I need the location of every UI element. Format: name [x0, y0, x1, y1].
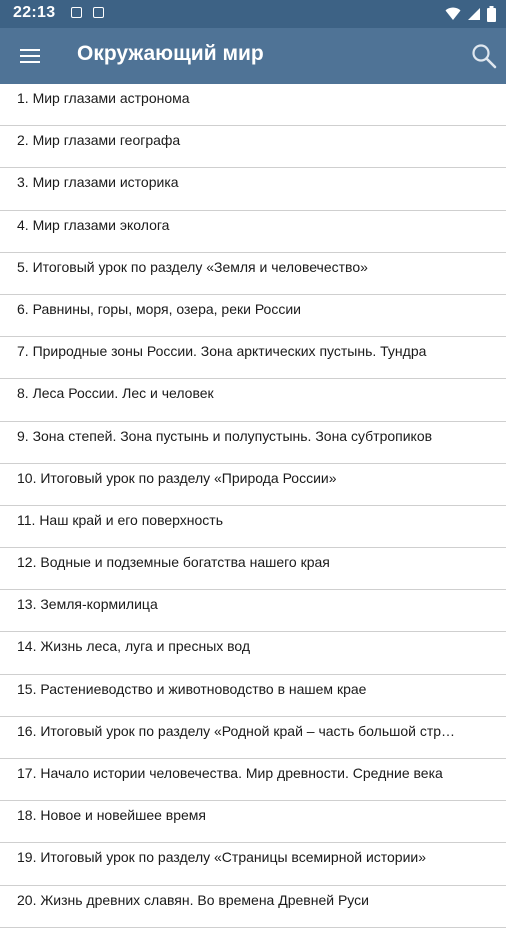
lesson-title: 5. Итоговый урок по разделу «Земля и человечество»: [17, 258, 368, 275]
lesson-title: 11. Наш край и его поверхность: [17, 511, 223, 528]
lesson-title: 3. Мир глазами историка: [17, 174, 179, 191]
list-item[interactable]: [0, 590, 506, 632]
lesson-title: 2. Мир глазами географа: [17, 132, 181, 149]
list-item[interactable]: [0, 506, 506, 548]
status-bar: [0, 0, 506, 28]
lesson-title: 1. Мир глазами астронома: [17, 90, 190, 106]
lesson-title: 4. Мир глазами эколога: [17, 216, 170, 233]
list-item[interactable]: [0, 886, 506, 928]
lesson-title: 19. Итоговый урок по разделу «Страницы всемирной истории»: [17, 849, 427, 866]
news-icon: [93, 7, 104, 18]
lesson-title: 13. Земля-кормилица: [17, 596, 158, 613]
list-item[interactable]: [0, 253, 506, 295]
list-item[interactable]: [0, 337, 506, 379]
list-item[interactable]: [0, 801, 506, 843]
lesson-title: 10. Итоговый урок по разделу «Природа России»: [17, 469, 337, 486]
system-icons: [445, 4, 496, 24]
lesson-title: 18. Новое и новейшее время: [17, 807, 207, 824]
list-item[interactable]: [0, 675, 506, 717]
list-item[interactable]: [0, 211, 506, 253]
list-item[interactable]: [0, 126, 506, 168]
lesson-title: 15. Растениеводство и животноводство в нашем крае: [17, 680, 367, 697]
list-item[interactable]: [0, 295, 506, 337]
search-icon[interactable]: [470, 42, 498, 70]
list-item[interactable]: [0, 464, 506, 506]
lesson-title: 17. Начало истории человечества. Мир древности. Средние века: [17, 765, 443, 781]
lesson-title: 20. Жизнь древних славян. Во времена Древней Руси: [17, 891, 369, 908]
app-title: Окружающий мир: [77, 42, 264, 65]
list-item[interactable]: [0, 717, 506, 759]
list-item[interactable]: [0, 84, 506, 126]
image-icon: [71, 7, 82, 18]
list-item[interactable]: [0, 422, 506, 464]
lesson-title: 16. Итоговый урок по разделу «Родной край – часть большой стр…: [17, 722, 456, 739]
lesson-title: 12. Водные и подземные богатства нашего края: [17, 554, 330, 571]
battery-icon: [487, 6, 496, 22]
list-item[interactable]: [0, 759, 506, 801]
cellular-icon: [467, 7, 481, 21]
lesson-title: 7. Природные зоны России. Зона арктических пустынь. Тундра: [17, 343, 427, 360]
list-item[interactable]: [0, 548, 506, 590]
status-time: 22:13: [13, 4, 56, 21]
lesson-title: 9. Зона степей. Зона пустынь и полупустынь. Зона субтропиков: [17, 427, 433, 444]
lesson-title: 8. Леса России. Лес и человек: [17, 385, 214, 402]
list-item[interactable]: [0, 632, 506, 674]
list-item[interactable]: [0, 168, 506, 210]
list-item[interactable]: [0, 379, 506, 421]
lesson-title: 14. Жизнь леса, луга и пресных вод: [17, 638, 251, 655]
menu-icon[interactable]: [18, 44, 42, 68]
lesson-title: 6. Равнины, горы, моря, озера, реки России: [17, 300, 301, 317]
wifi-icon: [445, 7, 461, 21]
list-item[interactable]: [0, 843, 506, 885]
app-bar: [0, 28, 506, 84]
lesson-list: [0, 84, 506, 928]
